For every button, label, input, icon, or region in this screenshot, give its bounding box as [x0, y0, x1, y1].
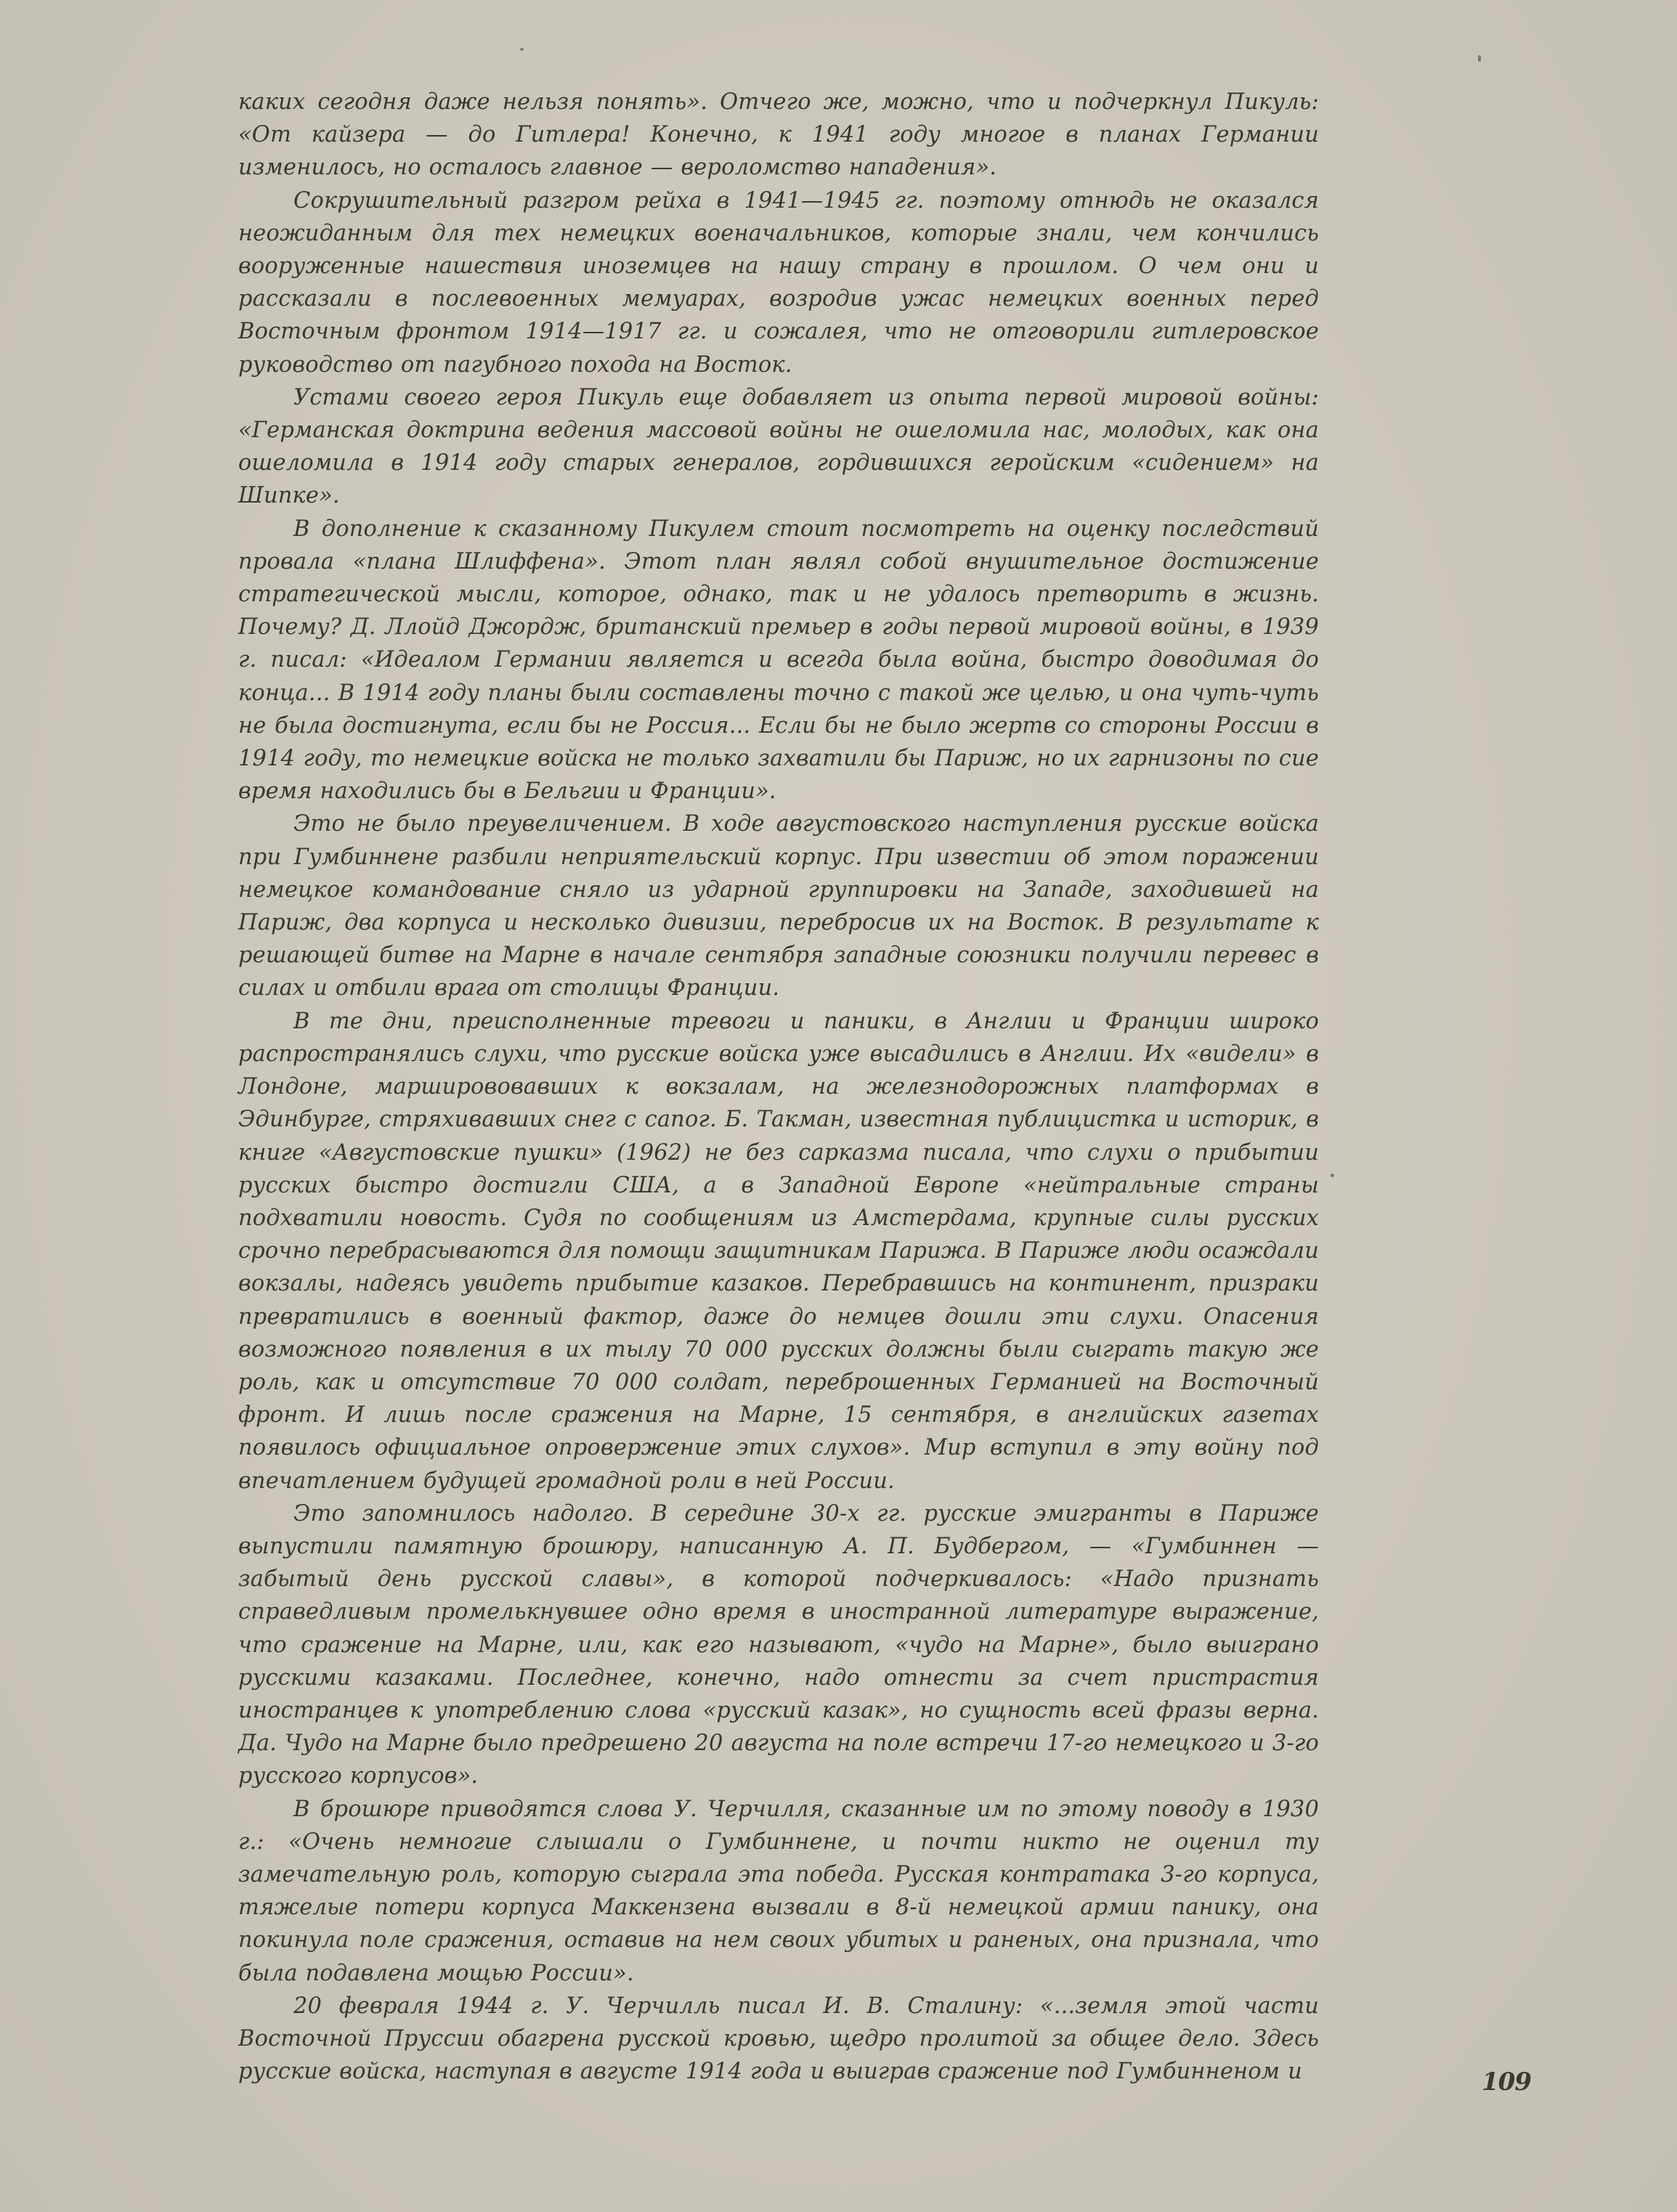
paragraph-4: В дополнение к сказанному Пикулем стоит посмотреть на оценку последствий провала «плана Шлиффена». Этот план являл собой внушительное достижение стратегической мысли, которое, однако, так и не удалось претворить в жизнь. Почему? Д. Ллойд Джордж, британский премьер в годы первой мировой войны, в 1939 г. писал: «Идеалом Германии является и всегда была война, быстро доводимая до конца... В 1914 году планы были составлены точно с такой же целью, и она чуть-чуть не была достигнута, если бы не Россия... Если бы не было жертв со стороны России в 1914 году, то немецкие войска не только захватили бы Париж, но их гарнизоны по сие время находились бы в Бельгии и Франции».	[238, 516, 1319, 805]
paragraph-9: 20 февраля 1944 г. У. Черчилль писал И. В. Сталину: «...земля этой части Восточной Пруссии обагрена русской кровью, щедро пролитой за общее дело. Здесь русские войска, наступая в августе 1914 года и выиграв сражение под Гумбинненом и	[238, 1993, 1319, 2085]
paragraph-3: Устами своего героя Пикуль еще добавляет из опыта первой мировой войны: «Германская доктрина ведения массовой войны не ошеломила нас, молодых, как она ошеломила в 1914 году старых генералов, гордившихся геройским «сидением» на Шипке».	[238, 384, 1319, 509]
body-text	[238, 86, 1319, 2088]
paragraph-7: Это запомнилось надолго. В середине 30-х гг. русские эмигранты в Париже выпустили памятную брошюру, написанную А. П. Будбергом, — «Гумбиннен — забытый день русской славы», в которой подчеркивалось: «Надо признать справедливым промелькнувшее одно время в иностранной литературе выражение, что сражение на Марне, или, как его называют, «чудо на Марне», было выиграно русскими казаками. Последнее, конечно, надо отнести за счет пристрастия иностранцев к употреблению слова «русский казак», но сущность всей фразы верна. Да. Чудо на Марне было предрешено 20 августа на поле встречи 17-го немецкого и 3-го русского корпусов».	[238, 1500, 1319, 1789]
scan-speck	[1478, 55, 1481, 62]
scan-speck	[520, 48, 524, 51]
paragraph-1: каких сегодня даже нельзя понять». Отчего же, можно, что и подчеркнул Пикуль: «От кайзера — до Гитлера! Конечно, к 1941 году многое в планах Германии изменилось, но осталось главное — вероломство нападения».	[238, 89, 1319, 181]
paragraph-8: В брошюре приводятся слова У. Черчилля, сказанные им по этому поводу в 1930 г.: «Очень немногие слышали о Гумбиннене, и почти никто не оценил ту замечательную роль, которую сыграла эта победа. Русская контратака 3-го корпуса, тяжелые потери корпуса Маккензена вызвали в 8-й немецкой армии панику, она покинула поле сражения, оставив на нем своих убитых и раненых, она признала, что была подавлена мощью России».	[238, 1796, 1319, 1986]
paragraph-6: В те дни, преисполненные тревоги и паники, в Англии и Франции широко распространялись слухи, что русские войска уже высадились в Англии. Их «видели» в Лондоне, марширововавших к вокзалам, на железнодорожных платформах в Эдинбурге, стряхивавших снег с сапог. Б. Такман, известная публицистка и историк, в книге «Августовские пушки» (1962) не без сарказма писала, что слухи о прибытии русских быстро достигли США, а в Западной Европе «нейтральные страны подхватили новость. Судя по сообщениям из Амстердама, крупные силы русских срочно перебрасываются для помощи защитникам Парижа. В Париже люди осаждали вокзалы, надеясь увидеть прибытие казаков. Перебравшись на континент, призраки превратились в военный фактор, даже до немцев дошли эти слухи. Опасения возможного появления в их тылу 70 000 русских должны были сыграть такую же роль, как и отсутствие 70 000 солдат, переброшенных Германией на Восточный фронт. И лишь после сражения на Марне, 15 сентября, в английских газетах появилось официальное опровержение этих слухов». Мир вступил в эту войну под впечатлением будущей громадной роли в ней России.	[238, 1008, 1319, 1494]
scan-speck	[1331, 1174, 1334, 1177]
paragraph-5: Это не было преувеличением. В ходе августовского наступления русские войска при Гумбиннене разбили неприятельский корпус. При известии об этом поражении немецкое командование сняло из ударной группировки на Западе, заходившей на Париж, два корпуса и несколько дивизии, перебросив их на Восток. В результате к решающей битве на Марне в начале сентября западные союзники получили перевес в силах и отбили врага от столицы Франции.	[238, 811, 1319, 1001]
paragraph-2: Сокрушительный разгром рейха в 1941—1945 гг. поэтому отнюдь не оказался неожиданным для тех немецких военачальников, которые знали, чем кончились вооруженные нашествия иноземцев на нашу страну в прошлом. О чем они и рассказали в послевоенных мемуарах, возродив ужас немецких военных перед Восточным фронтом 1914—1917 гг. и сожалея, что не отговорили гитлеровское руководство от пагубного похода на Восток.	[238, 187, 1319, 378]
page-number: 109	[1482, 2067, 1531, 2097]
